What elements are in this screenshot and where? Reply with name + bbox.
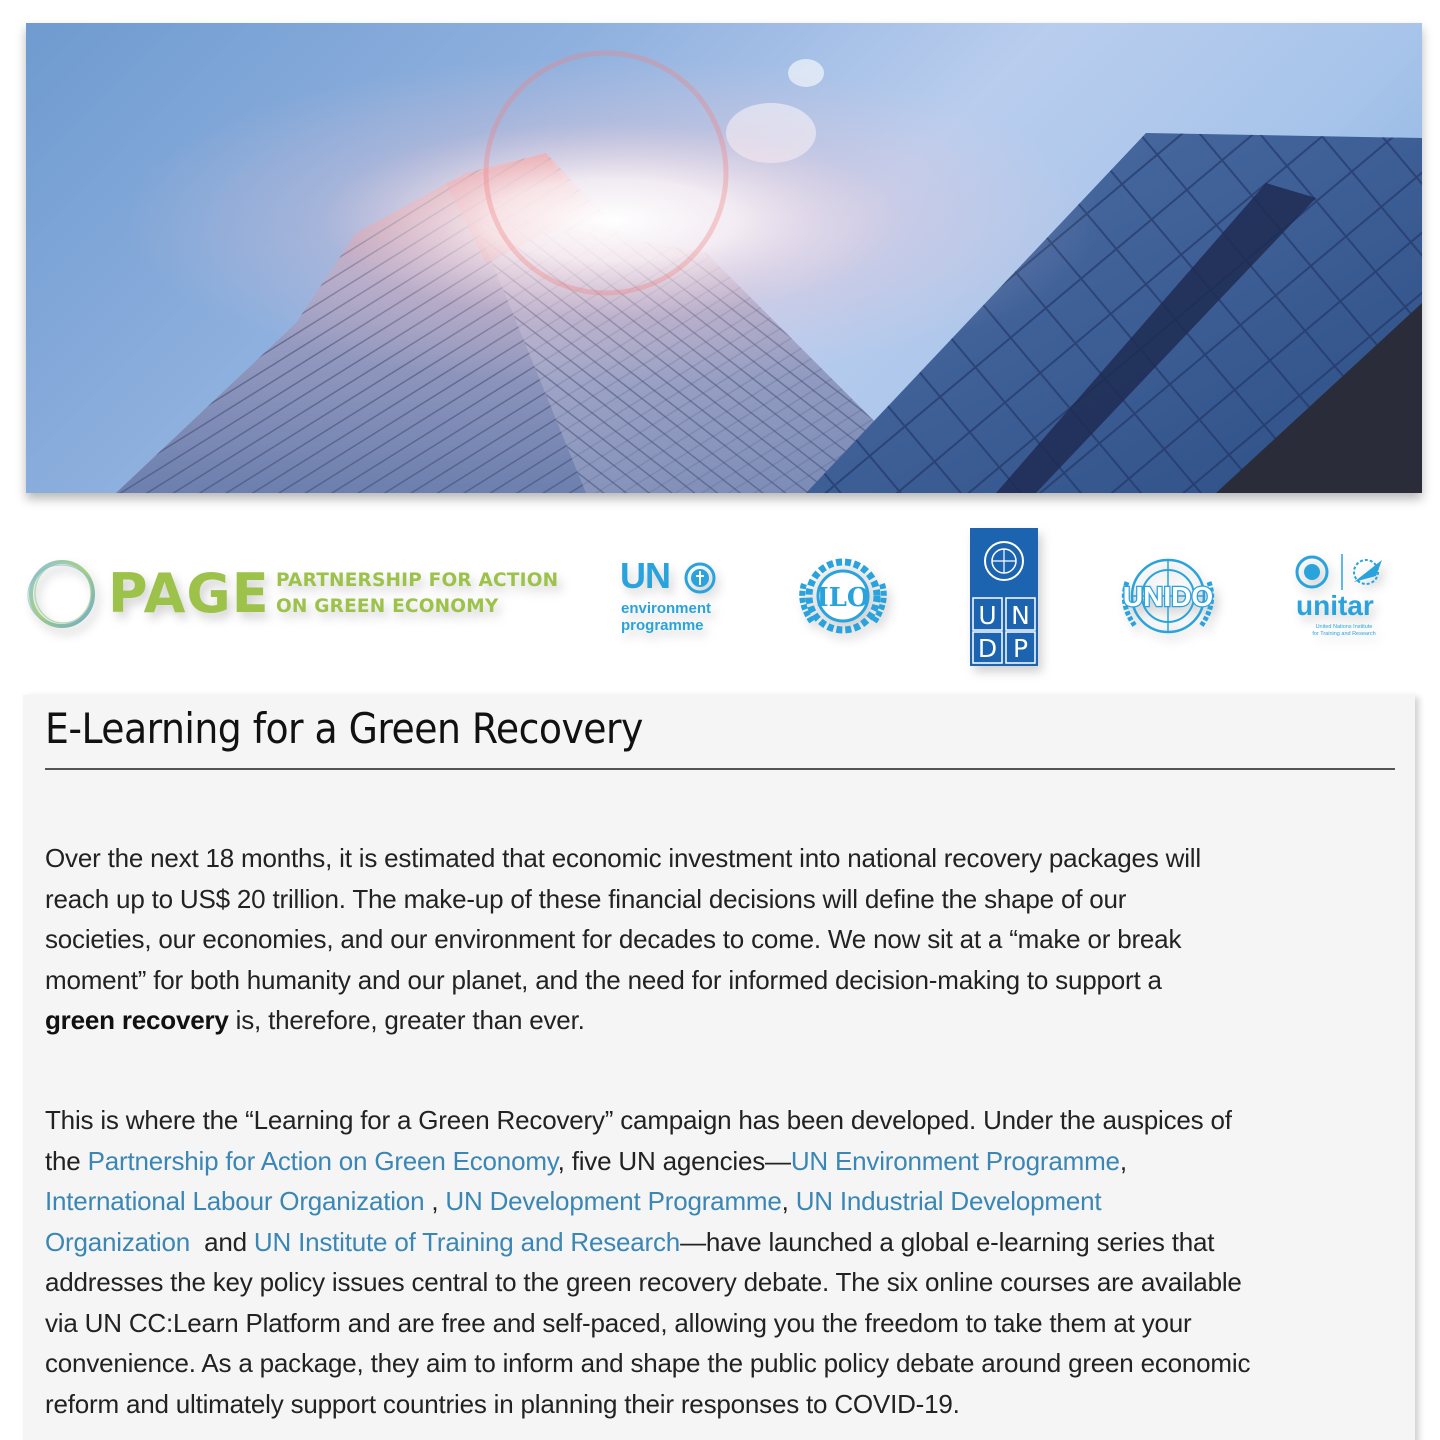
skyscraper-illustration	[26, 23, 1422, 493]
paragraph-line: societies, our economies, and our environment for decades to come. We now sit at a “make or break	[45, 924, 1182, 954]
svg-text:U: U	[978, 601, 997, 630]
content-card	[23, 695, 1415, 1440]
link-unido[interactable]: UN Industrial Development	[795, 1186, 1102, 1216]
unep-logo[interactable]	[620, 555, 730, 638]
page-tagline-line2: ON GREEN ECONOMY	[276, 596, 499, 617]
undp-logo[interactable]	[970, 528, 1038, 666]
paragraph-line	[45, 1000, 1405, 1041]
undp-emblem-icon	[970, 528, 1038, 666]
unep-subtitle	[621, 600, 711, 634]
paragraph-text: the	[45, 1145, 88, 1176]
paragraph-line	[45, 1141, 1405, 1182]
intro-paragraph	[45, 838, 1405, 1041]
title-divider	[45, 768, 1395, 770]
link-unido-continued[interactable]: Organization	[45, 1226, 191, 1257]
paragraph-text: ,	[424, 1186, 446, 1216]
link-unep[interactable]: UN Environment Programme	[790, 1145, 1120, 1176]
unep-subtitle-line1: environment	[621, 600, 712, 617]
campaign-paragraph	[45, 1100, 1405, 1424]
page-title: E-Learning for a Green Recovery	[45, 704, 643, 753]
paragraph-text: ,	[1119, 1145, 1127, 1176]
unitar-subtitle-line1: United Nations Institute	[1315, 624, 1373, 630]
unitar-logo[interactable]	[1292, 552, 1392, 644]
paragraph-text: , five UN agencies—	[557, 1145, 791, 1176]
paragraph-text: —have launched a global e-learning series that	[680, 1226, 1215, 1257]
paragraph-line	[45, 1181, 1405, 1222]
unido-logo[interactable]	[1115, 554, 1221, 640]
link-unitar[interactable]: UN Institute of Training and Research	[253, 1226, 681, 1257]
paragraph-text: is, therefore, greater than ever.	[228, 1005, 585, 1035]
paragraph-line: reform and ultimately support countries in planning their responses to COVID-19.	[45, 1388, 960, 1419]
unido-emblem-icon	[1115, 554, 1221, 640]
unitar-emblem-icon	[1292, 552, 1392, 592]
link-page[interactable]: Partnership for Action on Green Economy	[87, 1145, 558, 1176]
paragraph-line: This is where the “Learning for a Green Recovery” campaign has been developed. Under the auspices of	[45, 1105, 1232, 1135]
unitar-subtitle	[1297, 624, 1391, 638]
hero-banner-image	[26, 23, 1422, 493]
paragraph-line: addresses the key policy issues central to the green recovery debate. The six online courses are available	[45, 1267, 1242, 1297]
paragraph-line: via UN CC:Learn Platform and are free and self-paced, allowing you the freedom to take them at your	[45, 1307, 1192, 1338]
paragraph-text: and	[190, 1226, 254, 1257]
svg-text:ILO: ILO	[816, 583, 870, 613]
paragraph-line	[45, 1222, 1405, 1263]
paragraph-line: Over the next 18 months, it is estimated that economic investment into national recovery packages will	[45, 843, 1201, 873]
page-ring-icon	[26, 558, 98, 630]
link-ilo[interactable]: International Labour Organization	[45, 1186, 425, 1216]
svg-text:P: P	[1012, 634, 1029, 663]
ilo-emblem-icon	[790, 554, 896, 640]
paragraph-line: convenience. As a package, they aim to inform and shape the public policy debate around green economic	[45, 1348, 1251, 1378]
unitar-subtitle-line2: for Training and Research	[1312, 631, 1376, 637]
svg-text:D: D	[977, 634, 998, 663]
page-wordmark: PAGE	[108, 562, 270, 625]
paragraph-line: moment” for both humanity and our planet, and the need for informed decision-making to support a	[45, 964, 1162, 995]
unep-un-wordmark: UN	[620, 555, 670, 596]
paragraph-text: ,	[781, 1186, 796, 1216]
page-tagline	[276, 568, 558, 620]
svg-text:N: N	[1011, 601, 1030, 630]
page-tagline-line1: PARTNERSHIP FOR ACTION	[276, 570, 559, 591]
page-logo[interactable]	[26, 556, 566, 628]
unitar-wordmark: unitar	[1296, 590, 1374, 621]
link-undp[interactable]: UN Development Programme	[445, 1186, 782, 1216]
paragraph-line: reach up to US$ 20 trillion. The make-up of these financial decisions will define the shape of our	[45, 883, 1127, 914]
unep-emblem-icon	[684, 562, 716, 594]
green-recovery-emphasis: green recovery	[45, 1005, 229, 1035]
unep-subtitle-line2: programme	[621, 617, 704, 634]
svg-text:UNIDO: UNIDO	[1122, 581, 1214, 612]
ilo-logo[interactable]	[790, 554, 896, 640]
partner-logos-row	[0, 520, 1440, 680]
